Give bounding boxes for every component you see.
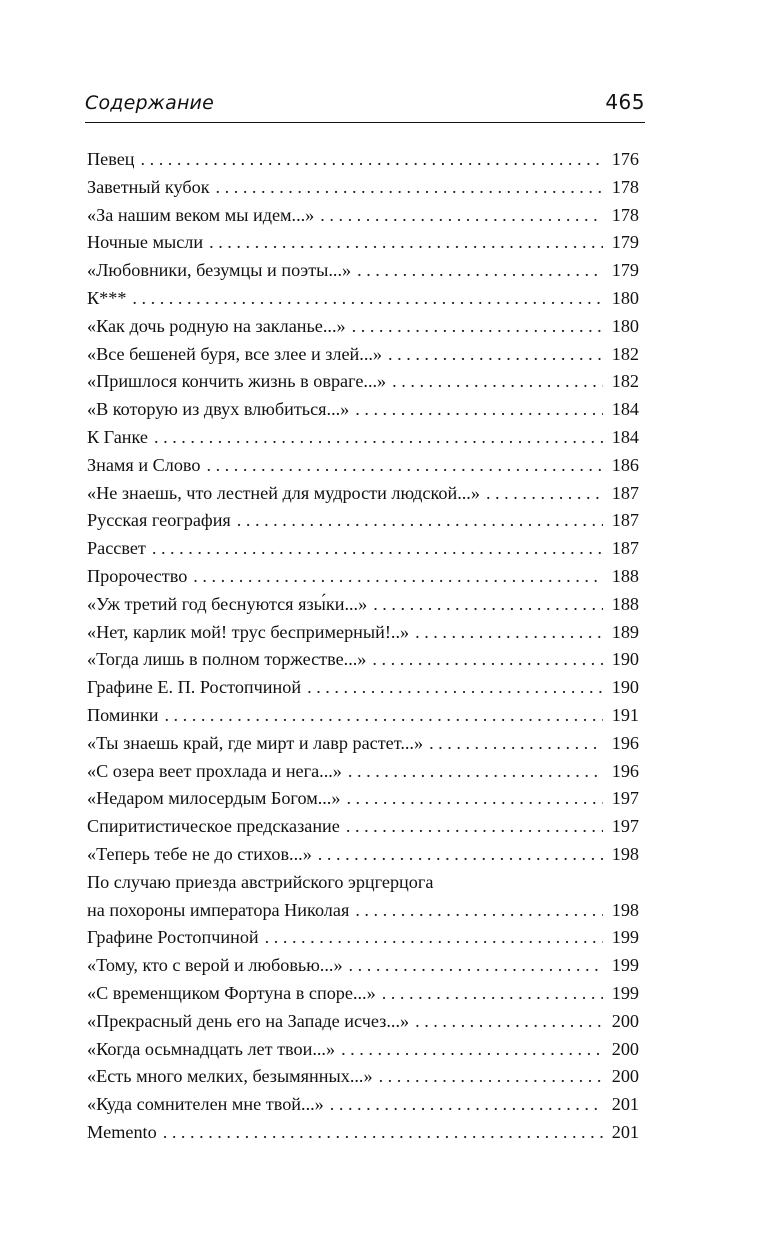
toc-entry-title: «Куда сомнителен мне твой...» — [87, 1094, 324, 1115]
dot-leader — [355, 897, 603, 925]
running-header — [85, 88, 645, 123]
toc-entry-title: «Тому, кто с верой и любовью...» — [87, 955, 343, 976]
dot-leader — [237, 507, 603, 535]
toc-entry-title: К*** — [87, 287, 127, 308]
dot-leader — [193, 563, 603, 591]
dot-leader — [346, 785, 603, 813]
toc-entry-page: 196 — [611, 732, 639, 753]
toc-entry-page: 199 — [611, 982, 639, 1003]
toc-entry — [87, 507, 639, 535]
toc-entry-page: 179 — [611, 232, 639, 253]
toc-entry-page: 179 — [611, 260, 639, 281]
dot-leader — [392, 368, 603, 396]
toc-entry-title: «Теперь тебе не до стихов...» — [87, 843, 312, 864]
toc-entry-title: Рассвет — [87, 538, 146, 559]
toc-entry — [87, 591, 639, 619]
toc-entry-title: «В которую из двух влюбиться...» — [87, 399, 350, 420]
toc-entry-title: «Как дочь родную на закланье...» — [87, 315, 346, 336]
toc-entry-page: 180 — [611, 287, 639, 308]
toc-entry — [87, 368, 639, 396]
toc-entry-page: 200 — [611, 1066, 639, 1087]
toc-entry-page: 187 — [611, 510, 639, 531]
dot-leader — [346, 813, 603, 841]
toc-entry — [87, 897, 639, 925]
toc-entry-page: 198 — [611, 899, 639, 920]
toc-entry-page: 184 — [611, 399, 639, 420]
dot-leader — [330, 1091, 603, 1119]
toc-entry-page: 176 — [611, 149, 639, 169]
toc-entry — [87, 841, 639, 869]
dot-leader — [372, 646, 603, 674]
toc-entry — [87, 758, 639, 786]
toc-entry-page: 178 — [611, 204, 639, 225]
toc-entry-title: «Не знаешь, что лестней для мудрости людской...» — [87, 482, 480, 503]
toc-entry-page: 191 — [611, 704, 639, 725]
dot-leader — [486, 480, 603, 508]
toc-entry-title: «Нет, карлик мой! трус беспримерный!..» — [87, 621, 410, 642]
toc-entry-page: 197 — [611, 788, 639, 809]
dot-leader — [164, 702, 603, 730]
toc-entry-title: «Ты знаешь край, где мирт и лавр растет...» — [87, 732, 424, 753]
toc-entry — [87, 1119, 639, 1147]
toc-entry — [87, 202, 639, 230]
toc-entry — [87, 702, 639, 730]
dot-leader — [388, 341, 603, 369]
toc-entry-page: 187 — [611, 482, 639, 503]
dot-leader — [382, 980, 603, 1008]
toc-entry-page: 182 — [611, 343, 639, 364]
toc-entry-page: 186 — [611, 454, 639, 475]
toc-entry-page: 190 — [611, 677, 639, 698]
toc-entry — [87, 424, 639, 452]
toc-entry-title: «Уж третий год беснуются язы́ки...» — [87, 593, 368, 614]
dot-leader — [415, 1008, 603, 1036]
toc-entry — [87, 813, 639, 841]
toc-entry — [87, 646, 639, 674]
dot-leader — [216, 174, 603, 202]
toc-entry — [87, 452, 639, 480]
toc-entry — [87, 229, 639, 257]
dot-leader — [206, 452, 603, 480]
dot-leader — [307, 674, 603, 702]
toc-entry-page: 199 — [611, 927, 639, 948]
dot-leader — [373, 591, 603, 619]
toc-entry-title: на похороны императора Николая — [87, 899, 350, 920]
table-of-contents — [87, 146, 639, 1147]
dot-leader — [154, 424, 603, 452]
dot-leader — [379, 1063, 603, 1091]
toc-entry — [87, 1036, 639, 1064]
toc-entry — [87, 313, 639, 341]
toc-entry-page: 180 — [611, 315, 639, 336]
toc-entry — [87, 285, 639, 313]
toc-entry-title: «Пришлося кончить жизнь в овраге...» — [87, 371, 387, 392]
toc-entry — [87, 980, 639, 1008]
toc-entry-title: Memento — [87, 1121, 157, 1142]
toc-entry-title: Графине Ростопчиной — [87, 927, 259, 948]
dot-leader — [163, 1119, 603, 1147]
toc-entry-page: 198 — [611, 843, 639, 864]
dot-leader — [415, 619, 603, 647]
toc-entry — [87, 535, 639, 563]
toc-entry-title: «Тогда лишь в полном торжестве...» — [87, 649, 367, 670]
toc-entry-page: 190 — [611, 649, 639, 670]
dot-leader — [341, 1036, 603, 1064]
toc-entry — [87, 674, 639, 702]
toc-entry-title: Графине Е. П. Ростопчиной — [87, 677, 302, 698]
toc-entry-title: «Прекрасный день его на Западе исчез...» — [87, 1010, 410, 1031]
toc-entry-title: Знамя и Слово — [87, 454, 201, 475]
toc-entry — [87, 341, 639, 369]
toc-entry-title: Ночные мысли — [87, 232, 204, 253]
toc-entry-title: Пророчество — [87, 565, 188, 586]
toc-entry — [87, 396, 639, 424]
dot-leader — [357, 257, 603, 285]
toc-entry — [87, 146, 639, 174]
toc-entry-page: 188 — [611, 593, 639, 614]
dot-leader — [318, 841, 603, 869]
toc-entry-title: «С озера веет прохлада и нега...» — [87, 760, 342, 781]
dot-leader — [349, 952, 603, 980]
dot-leader — [429, 730, 603, 758]
toc-entry-page: 199 — [611, 955, 639, 976]
toc-entry — [87, 785, 639, 813]
toc-entry — [87, 924, 639, 952]
toc-entry-page: 200 — [611, 1010, 639, 1031]
toc-entry — [87, 563, 639, 591]
toc-entry-title: К Ганке — [87, 426, 149, 447]
toc-entry — [87, 1091, 639, 1119]
toc-entry-title: «Недаром милосердым Богом...» — [87, 788, 341, 809]
dot-leader — [152, 535, 603, 563]
toc-entry-page: 188 — [611, 565, 639, 586]
dot-leader — [348, 758, 603, 786]
toc-entry — [87, 257, 639, 285]
toc-entry-title: Спиритистическое предсказание — [87, 816, 340, 837]
toc-entry-title: «Все бешеней буря, все злее и злей...» — [87, 343, 383, 364]
toc-entry-title: «Есть много мелких, безымянных...» — [87, 1066, 373, 1087]
toc-entry-title: «Когда осьмнадцать лет твои...» — [87, 1038, 336, 1059]
toc-entry-page: 189 — [611, 621, 639, 642]
toc-entry — [87, 952, 639, 980]
dot-leader — [352, 313, 603, 341]
toc-entry-page: 187 — [611, 538, 639, 559]
toc-entry-page: 196 — [611, 760, 639, 781]
dot-leader — [265, 924, 603, 952]
toc-entry-title: «С временщиком Фортуна в споре...» — [87, 982, 376, 1003]
toc-entry — [87, 1063, 639, 1091]
toc-entry-page: 201 — [611, 1094, 639, 1115]
toc-entry-page: 197 — [611, 816, 639, 837]
toc-entry — [87, 1008, 639, 1036]
dot-leader — [141, 146, 604, 174]
toc-entry-title-first-line: По случаю приезда австрийского эрцгерцога — [87, 871, 434, 892]
toc-entry-title: Русская география — [87, 510, 231, 531]
toc-entry-page: 182 — [611, 371, 639, 392]
toc-entry — [87, 174, 639, 202]
dot-leader — [132, 285, 603, 313]
toc-entry-page: 200 — [611, 1038, 639, 1059]
toc-entry-title: Заветный кубок — [87, 176, 210, 197]
dot-leader — [355, 396, 603, 424]
toc-entry-title: «Любовники, безумцы и поэты...» — [87, 260, 352, 281]
section-title: Содержание — [85, 92, 214, 114]
toc-entry-title: Поминки — [87, 704, 159, 725]
toc-entry-page: 201 — [611, 1121, 639, 1142]
toc-entry-title: Певец — [87, 149, 135, 169]
toc-entry-page: 178 — [611, 176, 639, 197]
toc-entry-page: 184 — [611, 426, 639, 447]
toc-entry — [87, 619, 639, 647]
dot-leader — [209, 229, 603, 257]
page-number: 465 — [605, 90, 645, 114]
toc-entry — [87, 730, 639, 758]
toc-entry-title: «За нашим веком мы идем...» — [87, 204, 315, 225]
toc-entry — [87, 480, 639, 508]
dot-leader — [320, 202, 603, 230]
